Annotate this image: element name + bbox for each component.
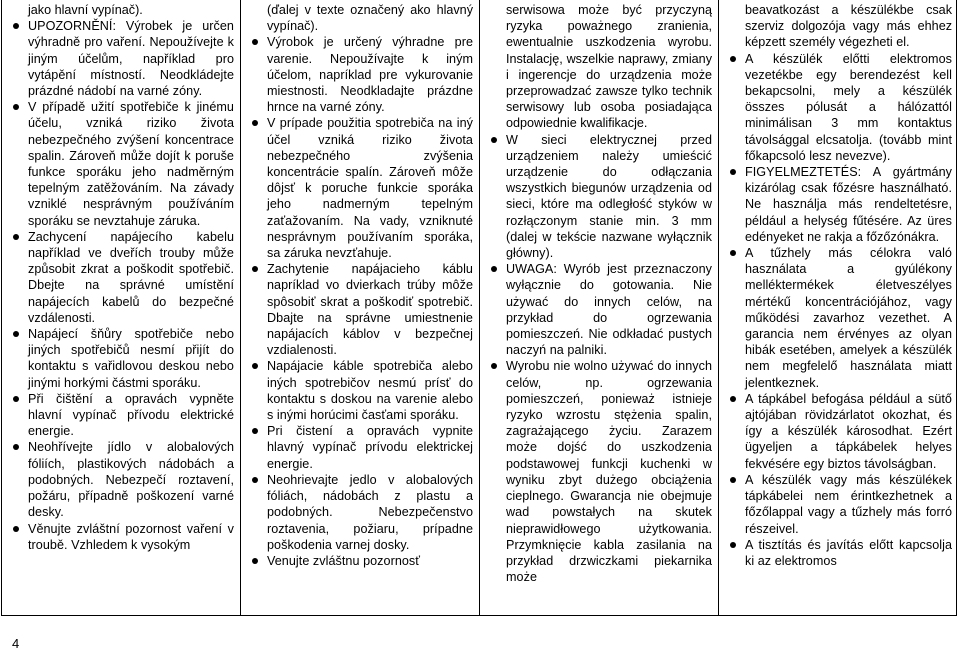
continuation-text: beavatkozást a készülékbe csak szerviz dolgozója vagy más ehhez képzett személy végezheti el. [745, 3, 952, 50]
list-item: Napájacie káble spotrebiča alebo iných spotrebičov nesmú prísť do kontaktu s doskou na varenie alebo s inými horúcimi časťami sporáku. [251, 358, 473, 423]
column-polish [480, 0, 719, 615]
continuation-text: jako hlavní vypínač). [28, 3, 143, 17]
list-item: Zachycení napájecího kabelu například ve dveřích trouby může způsobit zkrat a poškodit spotřebič. Dbejte na správné umístění napájecích kabelů do bezpečné vzdálenosti. [12, 229, 234, 326]
page-number: 4 [12, 636, 20, 651]
list-item: UWAGA: Wyrób jest przeznaczony wyłącznie do gotowania. Nie używać do innych celów, na przykład do ogrzewania pomieszczeń. Nie odkładać pustych naczyń na palniki. [490, 261, 712, 358]
bullet-list [490, 132, 712, 586]
continuation-text: (ďalej v texte označený ako hlavný vypínač). [267, 3, 473, 34]
list-item: Pri čistení a opravách vypnite hlavný vypínač prívodu elektrickej energie. [251, 423, 473, 472]
list-item: A készülék vagy más készülékek tápkábelei nem érintkezhetnek a főzőlappal vagy a tűzhely más forró részeivel. [729, 472, 952, 537]
list-item: W sieci elektrycznej przed urządzeniem należy umieścić urządzenie do odłączania wszystkich biegunów urządzenia od sieci, które ma odległość styków w rozłączonym stanie min. 3 mm (dalej w tekście nazwane wyłącznik główny). [490, 132, 712, 262]
list-item: FIGYELMEZTETÉS: A gyártmány kizárólag csak főzésre használható. Ne használja más rendeltetésre, például a helység fűtésére. Az üres edényeket ne rakja a főzőzónákra. [729, 164, 952, 245]
list-item: Výrobok je určený výhradne pre varenie. Nepoužívajte k iným účelom, napríklad pre vykurovanie miestnosti. Neodkladajte prázdne hrnce na varné zóny. [251, 34, 473, 115]
column-hungarian [719, 0, 958, 615]
bullet-list [729, 51, 952, 570]
list-item: A tápkábel befogása például a sütő ajtójában rövidzárlatot okozhat, és így a készülék károsodhat. Ezért ügyeljen a tápkábelek helyes fekvésére egy biztos távolságban. [729, 391, 952, 472]
list-item: Při čištění a opravách vypněte hlavní vypínač přívodu elektrické energie. [12, 391, 234, 440]
continuation-text: serwisowa może być przyczyną ryzyka poważnego zranienia, ewentualnie uszkodzenia wyrobu. Instalację, wszelkie naprawy, zmiany i ingerencje do urządzenia może przeprowadzać zawsze tylko technik serwisowy lub osoba posiadająca odpowiednie kwalifikacje. [506, 3, 712, 131]
column-czech [2, 0, 241, 615]
list-item: Neohřívejte jídlo v alobalových fóliích, plastikových nádobách a podobných. Nebezpečí roztavení, požáru, případně poškození varné desky. [12, 439, 234, 520]
list-item: Zachytenie napájacieho káblu napríklad vo dvierkach trúby môže spôsobiť skrat a poškodiť spotrebič. Dbajte na správne umiestnenie napájacích káblov v bezpečnej vzdialenosti. [251, 261, 473, 358]
list-item: A tisztítás és javítás előtt kapcsolja ki az elektromos [729, 537, 952, 569]
list-item: Napájecí šňůry spotřebiče nebo jiných spotřebičů nesmí přijít do kontaktu s vařidlovou deskou nebo jinými horkými částmi sporáku. [12, 326, 234, 391]
list-item: Věnujte zvláštní pozornost vaření v troubě. Vzhledem k vysokým [12, 521, 234, 553]
list-item: Neohrievajte jedlo v alobalových fóliách, nádobách z plastu a podobných. Nebezpečenstvo roztavenia, požiaru, prípadne poškodenia varnej dosky. [251, 472, 473, 553]
bullet-list [12, 18, 234, 553]
manual-page-table [1, 0, 957, 616]
list-item: Venujte zvláštnu pozornosť [251, 553, 473, 569]
column-slovak [241, 0, 480, 615]
list-item: Wyrobu nie wolno używać do innych celów, np. ogrzewania pomieszczeń, ponieważ istnieje ryzyko wzrostu stężenia spalin, zagrażającego życiu. Zarazem może dojść do uszkodzenia podstawowej funkcji kuchenki w wyniku zbyt dużego obciążenia cieplnego. Gwarancja nie obejmuje wad powstałych na skutek nieprawidłowego użytkowania. Przymknięcie kabla zasilania na przykład drzwiczkami piekarnika może [490, 358, 712, 585]
list-item: V prípade použitia spotrebiča na iný účel vzniká riziko života nebezpečného zvýšenia koncentrácie spalín. Zároveň môže dôjsť k poruche funkcie sporáka jeho nadmerným tepelným zaťažovaním. Na vady, vzniknuté nesprávnym používaním sporáka, sa záruka nevzťahuje. [251, 115, 473, 261]
list-item: A tűzhely más célokra való használata a gyúlékony melléktermékek életveszélyes mértékű koncentrációjához, vagy működési zavarhoz vezethet. A garancia nem érvényes az olyan hibák esetében, amelyek a készülék nem megfelelő használata miatt jelentkeznek. [729, 245, 952, 391]
list-item: A készülék előtti elektromos vezetékbe egy berendezést kell bekapcsolni, mely a készülék összes pólusát a hálózattól minimálisan 3 mm kontaktus távolsággal elcsatolja. (tovább mint főkapcsoló lesz nevezve). [729, 51, 952, 164]
list-item: V případě užití spotřebiče k jinému účelu, vzniká riziko života nebezpečného zvýšení koncentrace spalin. Zároveň může dojít k poruše funkce sporáku jeho nadměrným tepelným zatěžováním. Na závady vzniklé nesprávným používáním sporáku se nevztahuje záruka. [12, 99, 234, 229]
bullet-list [251, 34, 473, 569]
list-item: UPOZORNĚNÍ: Výrobek je určen výhradně pro vaření. Nepoužívejte k jiným účelům, například pro vytápění místností. Neodkládejte prázdné nádobí na varné zóny. [12, 18, 234, 99]
